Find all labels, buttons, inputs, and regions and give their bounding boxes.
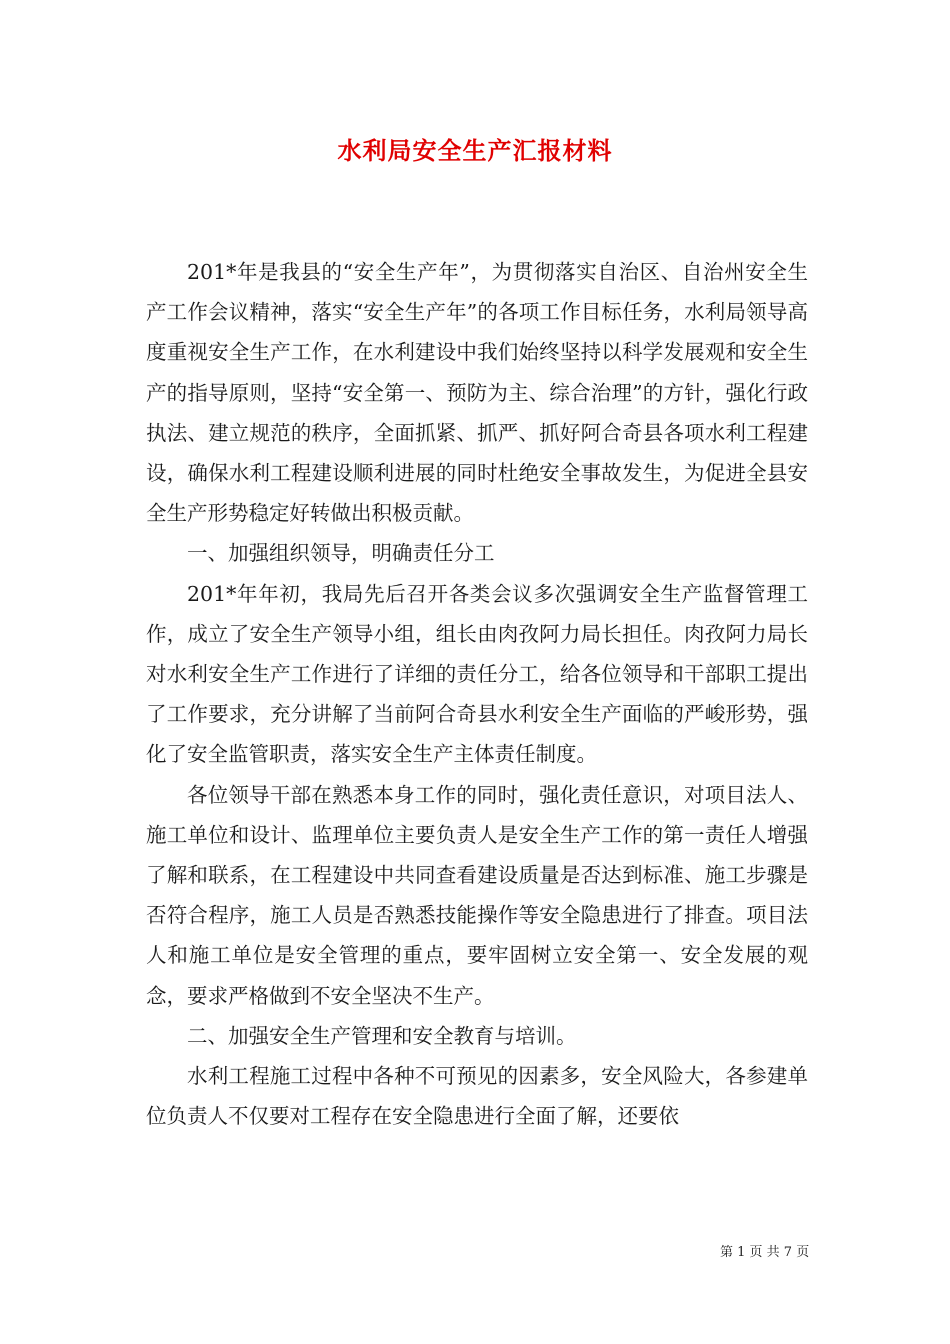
paragraph-intro: 201*年是我县的“安全生产年”，为贯彻落实自治区、自治州安全生产工作会议精神，落实“安全生产年”的各项工作目标任务，水利局领导高度重视安全生产工作，在水利建设中我们始终坚持以科学发展观和安全生产的指导原则，坚持“安全第一、预防为主、综合治理”的方针，强化行政执法、建立规范的秩序，全面抓紧、抓严、抓好阿合奇县各项水利工程建设，确保水利工程建设顺利进展的同时杜绝安全事故发生，为促进全县安全生产形势稳定好转做出积极贡献。: [146, 260, 808, 526]
page-number: 第 1 页 共 7 页: [720, 1245, 810, 1260]
paragraph-section-1-b: 各位领导干部在熟悉本身工作的同时，强化责任意识，对项目法人、施工单位和设计、监理单位主要负责人是安全生产工作的第一责任人增强了解和联系，在工程建设中共同查看建设质量是否达到标准、施工步骤是否符合程序，施工人员是否熟悉技能操作等安全隐患进行了排查。项目法人和施工单位是安全管理的重点，要牢固树立安全第一、安全发展的观念，要求严格做到不安全坚决不生产。: [146, 782, 808, 1008]
document-body: [146, 252, 808, 1136]
paragraph-section-1-a: 201*年年初，我局先后召开各类会议多次强调安全生产监督管理工作，成立了安全生产领导小组，组长由肉孜阿力局长担任。肉孜阿力局长对水利安全生产工作进行了详细的责任分工，给各位领导和干部职工提出了工作要求，充分讲解了当前阿合奇县水利安全生产面临的严峻形势，强化了安全监管职责，落实安全生产主体责任制度。: [146, 581, 808, 767]
paragraph-section-2-a: 水利工程施工过程中各种不可预见的因素多，安全风险大，各参建单位负责人不仅要对工程存在安全隐患进行全面了解，还要依: [146, 1064, 808, 1129]
section-heading-2: 二、加强安全生产管理和安全教育与培训。: [187, 1023, 577, 1048]
document-title: 水利局安全生产汇报材料: [337, 136, 613, 165]
section-heading-1: 一、加强组织领导，明确责任分工: [187, 541, 495, 566]
